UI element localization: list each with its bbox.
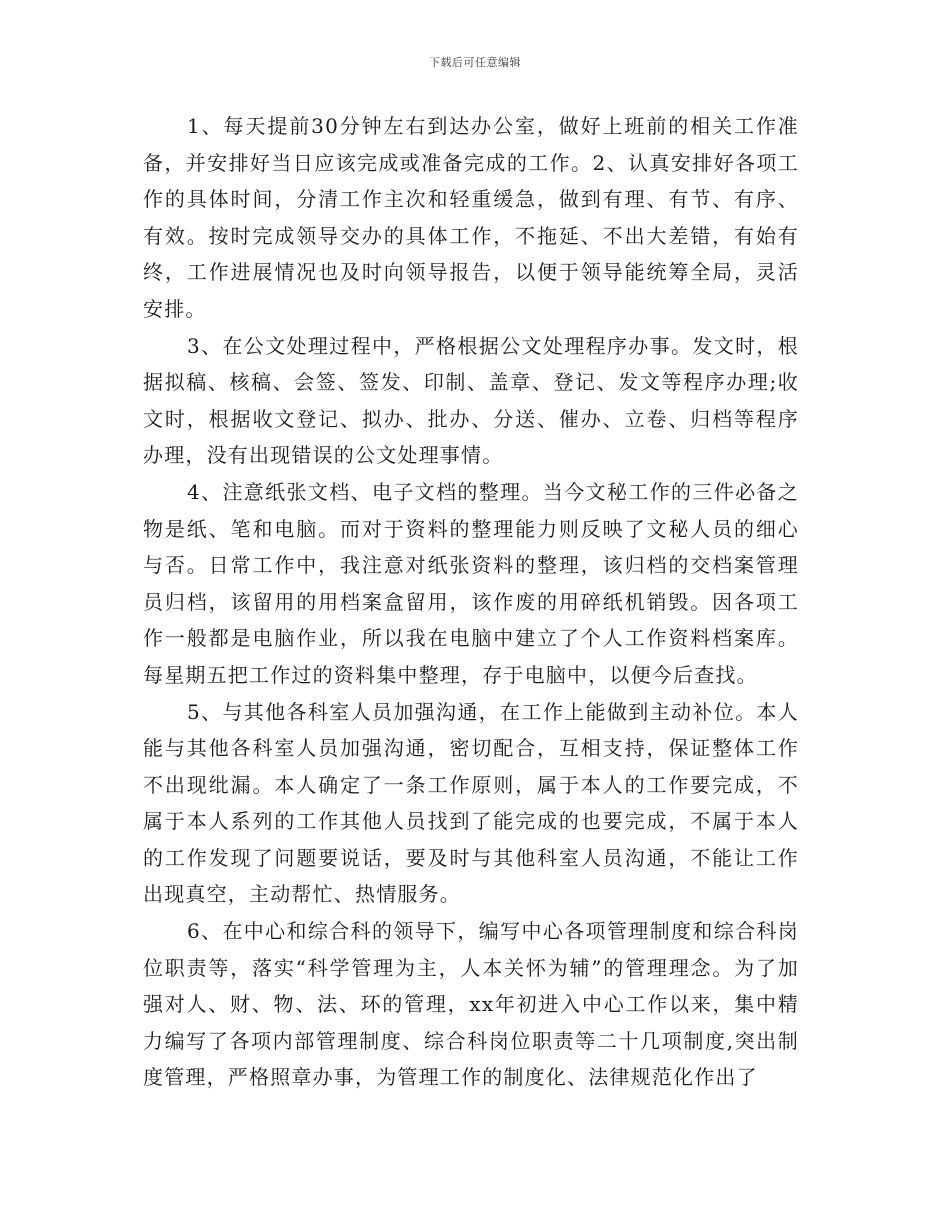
paragraph-1: 1、每天提前30分钟左右到达办公室，做好上班前的相关工作准备，并安排好当日应该完成或准备完成的工作。2、认真安排好各项工作的具体时间，分清工作主次和轻重缓急，做到有理、有节、有序、有效。按时完成领导交办的具体工作，不拖延、不出大差错，有始有终，工作进展情况也及时向领导报告，以便于领导能统筹全局，灵活安排。: [143, 114, 799, 321]
paragraph-5: 6、在中心和综合科的领导下，编写中心各项管理制度和综合科岗位职责等，落实“科学管理为主，人本关怀为辅”的管理理念。为了加强对人、财、物、法、环的管理，xx年初进入中心工作以来，集中精力编写了各项内部管理制度、综合科岗位职责等二十几项制度,突出制度管理，严格照章办事，为管理工作的制度化、法律规范化作出了: [143, 919, 799, 1090]
page-header-note: 下载后可任意编辑: [429, 56, 521, 69]
paragraph-2: 3、在公文处理过程中，严格根据公文处理程序办事。发文时，根据拟稿、核稿、会签、签发、印制、盖章、登记、发文等程序办理;收文时，根据收文登记、拟办、批办、分送、催办、立卷、归档等程序办理，没有出现错误的公文处理事情。: [143, 333, 799, 468]
paragraph-3: 4、注意纸张文档、电子文档的整理。当今文秘工作的三件必备之物是纸、笔和电脑。而对于资料的整理能力则反映了文秘人员的细心与否。日常工作中，我注意对纸张资料的整理，该归档的交档案管理员归档，该留用的用档案盒留用，该作废的用碎纸机销毁。因各项工作一般都是电脑作业，所以我在电脑中建立了个人工作资料档案库。每星期五把工作过的资料集中整理，存于电脑中，以便今后查找。: [143, 479, 799, 687]
document-body: [143, 108, 799, 1096]
paragraph-4: 5、与其他各科室人员加强沟通，在工作上能做到主动补位。本人能与其他各科室人员加强沟通，密切配合，互相支持，保证整体工作不出现纰漏。本人确定了一条工作原则，属于本人的工作要完成，不属于本人系列的工作其他人员找到了能完成的也要完成，不属于本人的工作发现了问题要说话，要及时与其他科室人员沟通，不能让工作出现真空，主动帮忙、热情服务。: [143, 699, 799, 907]
